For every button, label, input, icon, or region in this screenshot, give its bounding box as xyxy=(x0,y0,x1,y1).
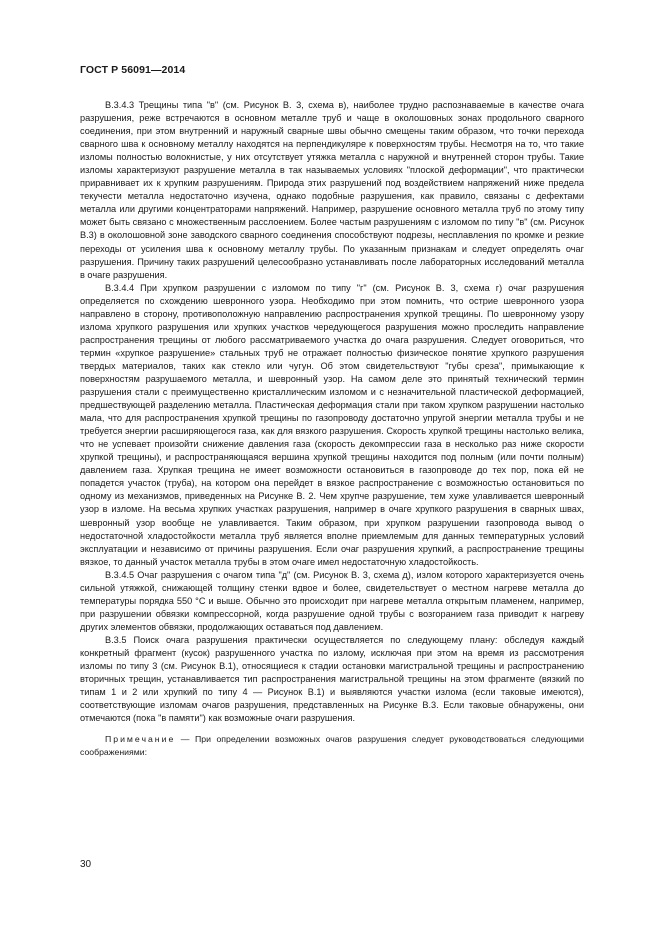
paragraph-b-3-5: В.3.5 Поиск очага разрушения практически осуществляется по следующему плану: обследуя каждый конкретный фрагмент (кусок) разрушенного участка по излому, исключая при этом на время из рассмотрения изломы по типу 3 (см. Рисунок В.1), относящиеся к стадии остановки магистральной трещины и распространению вторичных трещин, устанавливается тип распространения магистральной трещины на этом фрагменте (вязкий по типам 1 и 2 или хрупкий по типу 4 — Рисунок В.1) и выявляются участки излома (если таковые имеются), соответствующие изломам очагов разрушения, представленных на Рисунке В.3. Если таковые обнаружены, они отмечаются (пока "в памяти") как возможные очаги разрушения. xyxy=(80,634,584,724)
paragraph-b-3-4-3: В.3.4.3 Трещины типа "в" (см. Рисунок В. 3, схема в), наиболее трудно распознаваемые в качестве очага разрушения, реже встречаются в основном металле труб и чаще в околошовных зонах продольного сварного соединения, при этом внутренний и наружный сварные швы обычно смещены таким образом, что точки перехода сварного шва к основному металлу находятся на перпендикуляре к поверхностям трубы. Несмотря на то, что такие изломы полностью волокнистые, у них отсутствует утяжка металла с наружной и внутренней сторон трубы. Такие изломы характеризуют разрушение металла в так называемых условиях "плоской деформации", что практически приравнивает их к хрупким разрушениям. Природа этих разрушений под воздействием напряжений ниже предела текучести металла недостаточно изучена, однако подобные разрушения, как правило, связаны с дефектами металла или другими концентраторами напряжений. Например, разрушение основного металла труб по этому типу может быть связано с множественным расслоением. Более частым разрушениям с изломом по типу "в" (см. Рисунок В.3) в околошовной зоне заводского сварного соединения способствуют подрезы, несплавления по кромке и резкие переходы от усиления шва к основному металлу трубы. По указанным признакам и следует определять очаг разрушения. Причину таких разрушений целесообразно устанавливать после лабораторных исследований металла в очаге разрушения. xyxy=(80,100,584,280)
page-number: 30 xyxy=(80,859,92,870)
standard-header: ГОСТ Р 56091—2014 xyxy=(80,64,186,76)
document-body xyxy=(80,99,584,758)
note-text: — При определении возможных очагов разрушения следует руководствоваться следующими соображениями: xyxy=(80,734,584,757)
note-label: Примечание xyxy=(105,734,176,745)
note-paragraph xyxy=(80,733,584,758)
paragraph-b-3-4-4: В.3.4.4 При хрупком разрушении с изломом по типу "г" (см. Рисунок В. 3, схема г) очаг разрушения определяется по схождению шевронного узора. Необходимо при этом помнить, что острие шевронного узора направлено в сторону, противоположную направлению распространения хрупкой трещины. По шевронному узору излома хрупкого разрушения или хрупких участков чередующегося разрушения можно проследить направление распространения трещины от любого рассматриваемого участка до очага разрушения. Следует оговориться, что термин «хрупкое разрушение» стальных труб не отражает полностью физическое понятие хрупкого разрушения твердых материалов, таких как стекло или чугун. Об этом свидетельствуют "губы среза", примыкающие к поверхностям разрушаемого металла, и шевронный узор. На самом деле это принятый технический термин разрушения стали с преимущественно кристаллическим изломом и с незначительной пластической деформацией, предшествующей разделению металла. Пластическая деформация стали при таком хрупком разрушении настолько мала, что для распространения хрупкой трещины по газопроводу достаточно упругой энергии металла трубы и не требуется энергии расширяющегося газа, как для вязкого разрушения. Скорость хрупкой трещины настолько велика, что не успевает произойти снижение давления газа (скорость декомпрессии газа в несколько раз ниже скорости хрупкой трещины), и распространяющаяся вершина хрупкой трещины находится под полным (или почти полным) давлением газа. Хрупкая трещина не имеет возможности остановиться в газопроводе до тех пор, пока ей не попадется участок (труба), на котором она перейдет в вязкое распространение с возможностью остановиться по одному из механизмов, приведенных на Рисунке В. 2. Чем хрупче разрушение, тем хуже улавливается шевронный узор в изломе. На весьма хрупких участках разрушения, например в очаге хрупкого разрушения в сварных швах, шевронный узор вообще не улавливается. Таким образом, при хрупком разрушении газопровода вывод о недостаточной хладостойкости металла труб является вполне приемлемым для данных температурных условий эксплуатации и независимо от причины разрушения. Если очаг разрушения хрупкий, а распространение трещины вязкое, то данный участок металла трубы в этом очаге имел недостаточную хладостойкость. xyxy=(80,282,584,567)
paragraph-b-3-4-5: В.3.4.5 Очаг разрушения с очагом типа "д" (см. Рисунок В. 3, схема д), излом которого характеризуется очень сильной утяжкой, снижающей толщину стенки вдвое и более, свидетельствует о местном нагреве металла до температуры порядка 550 °С и выше. Обычно это происходит при нагреве металла открытым пламенем, например, при разрушении обвязки компрессорной, когда разрушение одной трубы с возгоранием газа приводит к нагреву других элементов обвязки, продолжающих оставаться под давлением. xyxy=(80,569,584,632)
